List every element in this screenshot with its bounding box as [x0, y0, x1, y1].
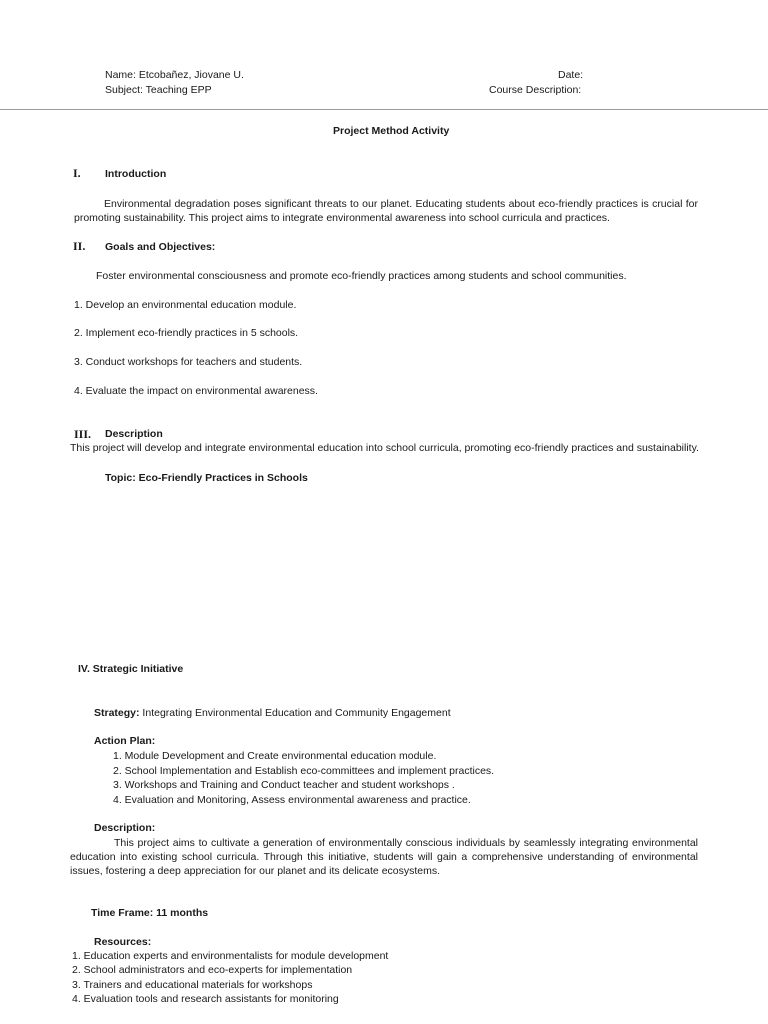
- introduction-text: Environmental degradation poses significant threats to our planet. Educating students about eco-friendly practices is crucial for promoting sustainability. This project aims to integrate environmental awareness into school curricula and practices.: [74, 198, 698, 224]
- document-title: Project Method Activity: [333, 125, 450, 137]
- goals-statement: Foster environmental consciousness and promote eco-friendly practices among students and school communities.: [96, 270, 627, 282]
- course-description-field: Course Description:: [489, 84, 582, 96]
- resource-item: 1. Education experts and environmentalists for module development: [72, 950, 389, 962]
- section-numeral-3: III.: [74, 427, 92, 441]
- goal-item: 1. Develop an environmental education module.: [74, 299, 297, 311]
- section-heading-goals: Goals and Objectives:: [105, 241, 216, 253]
- introduction-paragraph: [74, 197, 698, 225]
- goal-item: 3. Conduct workshops for teachers and students.: [74, 356, 303, 368]
- time-frame: Time Frame: 11 months: [91, 907, 209, 919]
- action-plan-item: 4. Evaluation and Monitoring, Assess environmental awareness and practice.: [113, 793, 471, 806]
- action-plan-item: 3. Workshops and Training and Conduct teacher and student workshops .: [113, 779, 455, 791]
- resources-list: [72, 949, 388, 1006]
- strategic-description-paragraph: [70, 836, 698, 878]
- strategy-text: Integrating Environmental Education and Community Engagement: [139, 707, 451, 719]
- section-numeral-2: II.: [73, 239, 86, 253]
- header-divider: [0, 109, 768, 110]
- goal-item: 2. Implement eco-friendly practices in 5 schools.: [74, 327, 299, 339]
- section-heading-description: Description: [105, 428, 163, 440]
- strategy-label: Strategy:: [94, 707, 140, 719]
- resources-label: Resources:: [94, 936, 152, 948]
- topic-heading: Topic: Eco-Friendly Practices in Schools: [105, 472, 308, 484]
- action-plan-item: 2. School Implementation and Establish eco-committees and implement practices.: [113, 764, 495, 777]
- resource-item: 4. Evaluation tools and research assistants for monitoring: [72, 992, 339, 1005]
- description-text: This project will develop and integrate environmental education into school curricula, promoting eco-friendly practices and sustainability.: [70, 442, 699, 454]
- section-numeral-1: I.: [73, 166, 81, 180]
- action-plan-list: [113, 749, 494, 807]
- action-plan-item: 1. Module Development and Create environmental education module.: [113, 750, 437, 762]
- date-field: Date:: [558, 69, 584, 81]
- resource-item: 3. Trainers and educational materials for workshops: [72, 978, 313, 991]
- action-plan-label: Action Plan:: [94, 735, 156, 747]
- strategic-description-label: Description:: [94, 822, 156, 834]
- goal-item: 4. Evaluate the impact on environmental awareness.: [74, 385, 318, 397]
- strategic-description-text: This project aims to cultivate a generation of environmentally conscious individuals by seamlessly integrating environmental education into existing school curricula. Through this initiative, students will gain a comprehensive understanding of environmental issues, fostering a deep appreciation for our planet and its delicate ecosystems.: [70, 837, 698, 877]
- section-heading-strategic-initiative: IV. Strategic Initiative: [78, 663, 184, 675]
- student-name: Name: Etcobañez, Jiovane U.: [105, 69, 244, 81]
- strategy-line: [94, 707, 451, 719]
- section-heading-introduction: Introduction: [105, 168, 167, 180]
- subject-field: Subject: Teaching EPP: [105, 84, 212, 96]
- resource-item: 2. School administrators and eco-experts for implementation: [72, 964, 353, 977]
